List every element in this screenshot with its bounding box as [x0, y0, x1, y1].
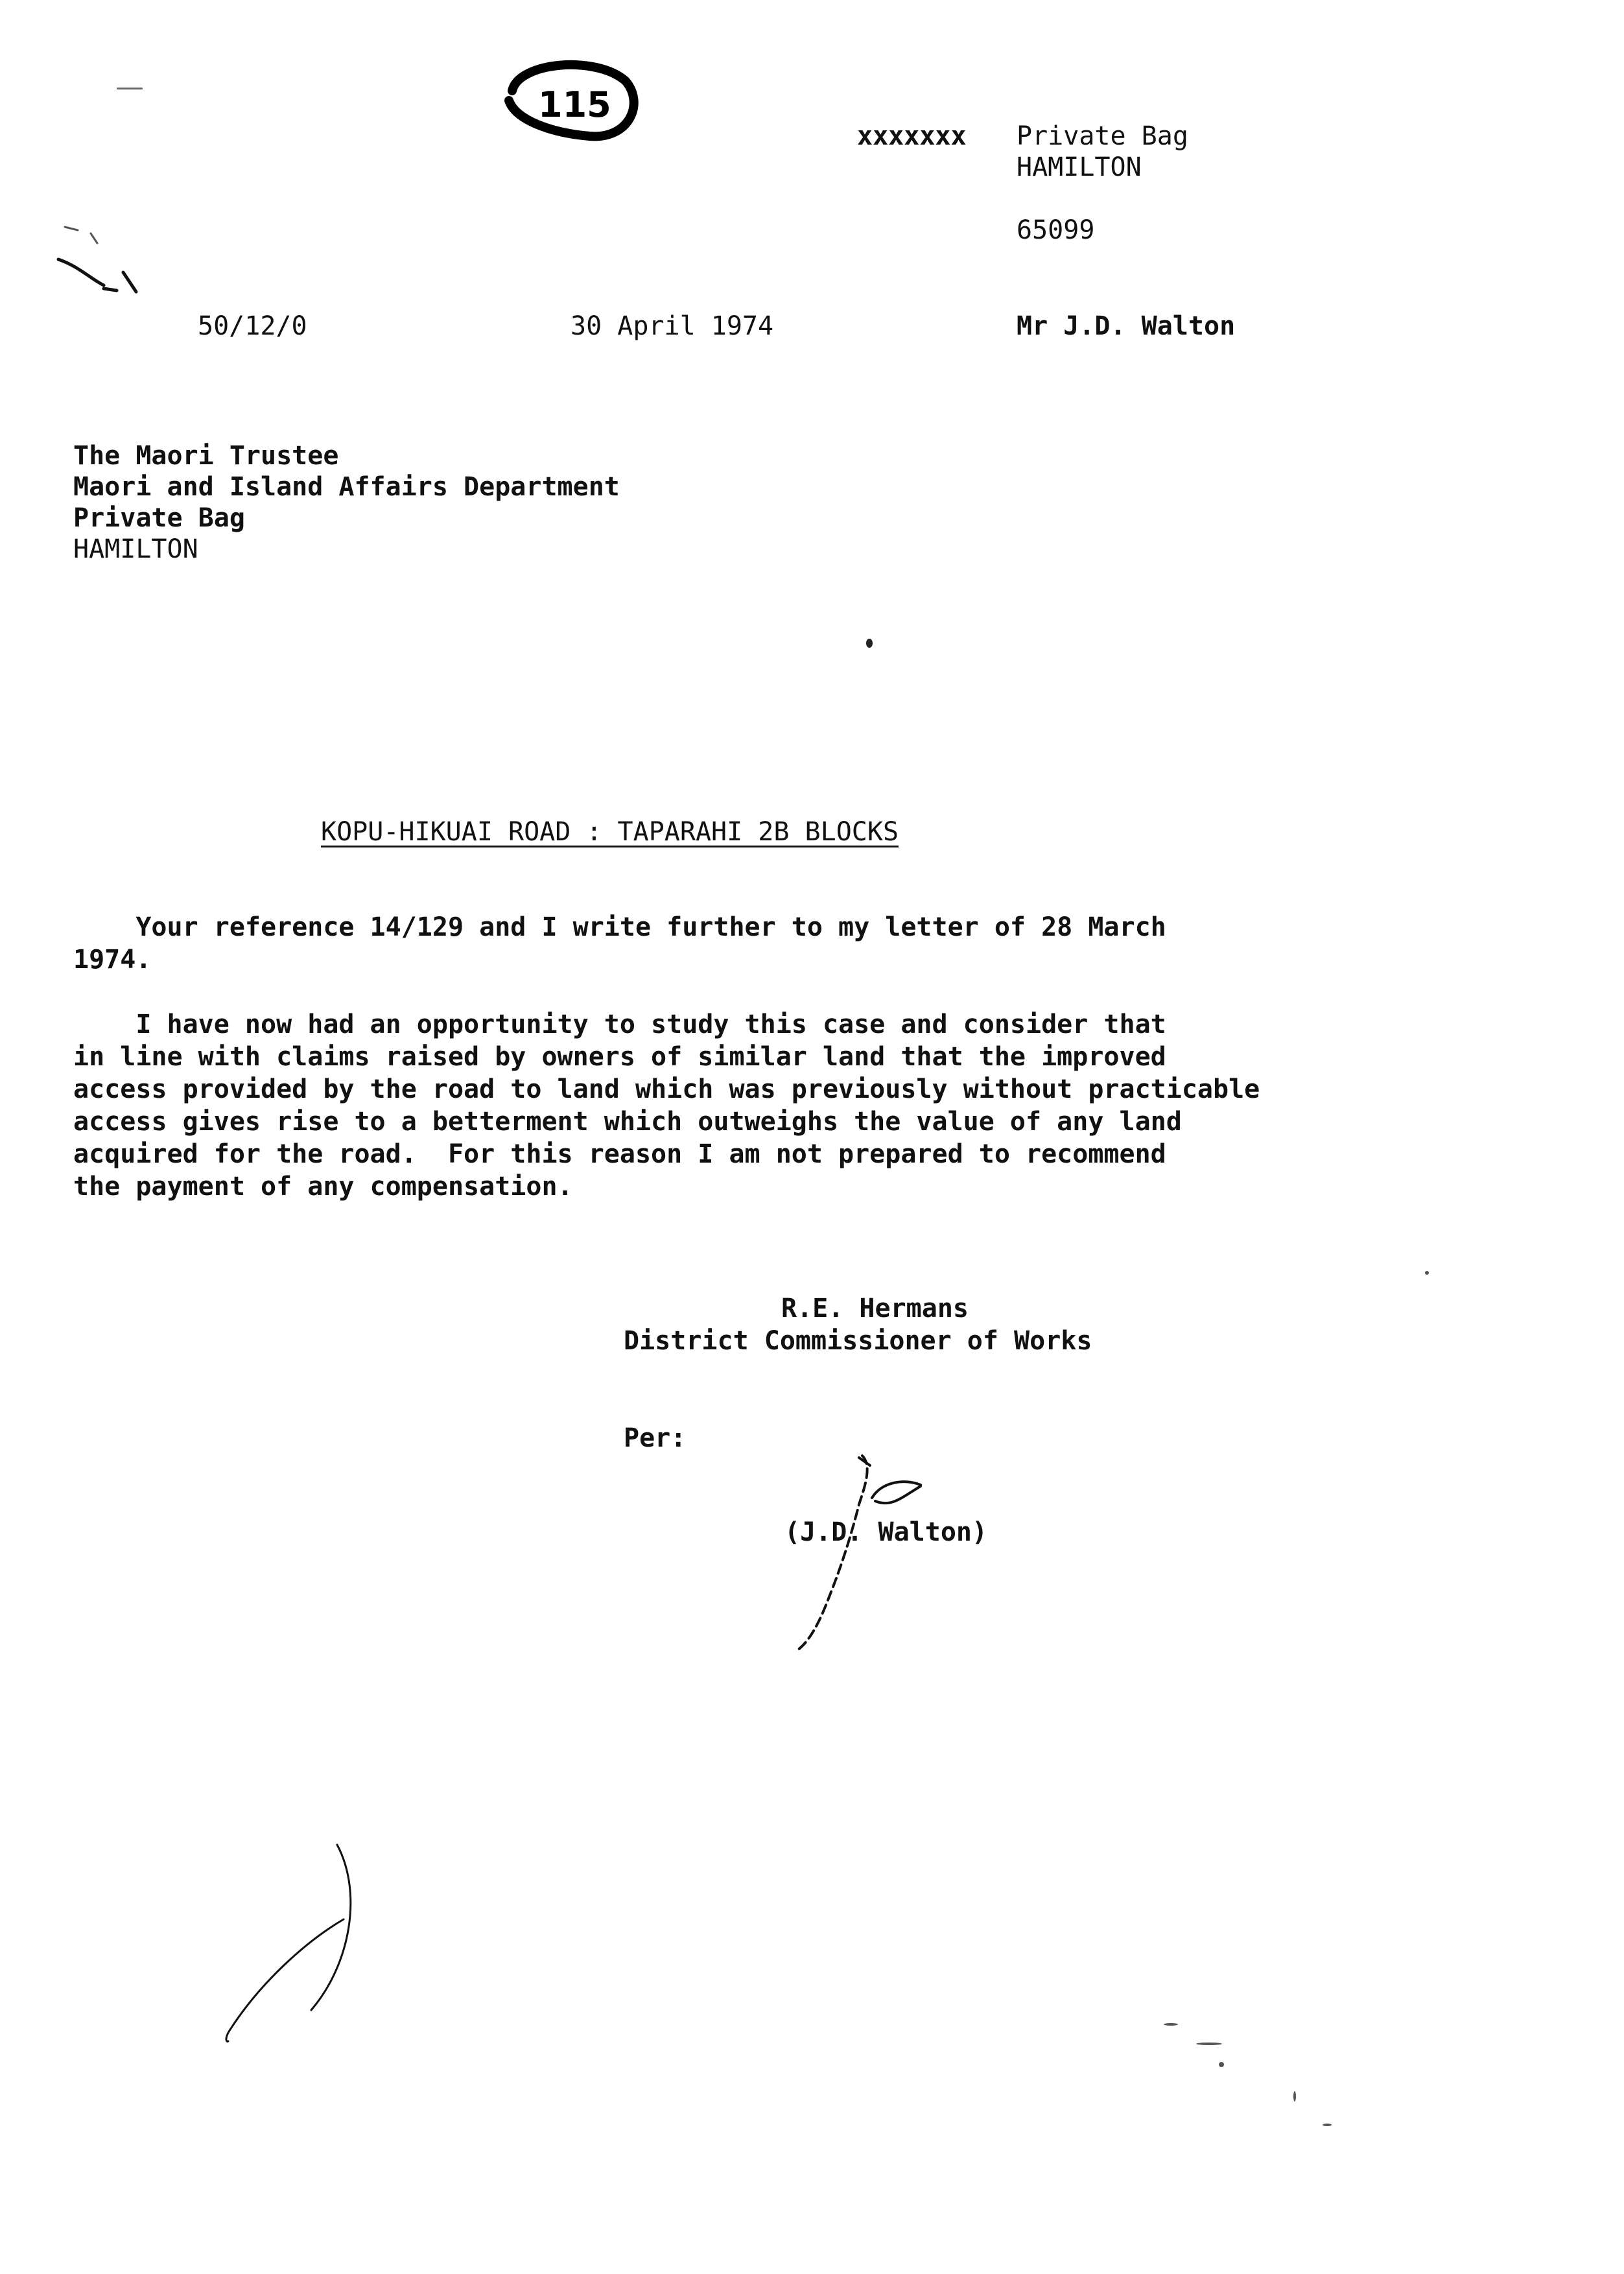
body-para2-line4: access gives rise to a betterment which outweighs the value of any land	[73, 1107, 1182, 1137]
ink-speck	[1219, 2062, 1224, 2067]
per-label: Per:	[624, 1423, 687, 1453]
file-reference: 50/12/0	[198, 311, 307, 341]
ink-speck	[1425, 1271, 1429, 1275]
redacted-text: xxxxxxx	[857, 121, 967, 151]
signatory-title: District Commissioner of Works	[624, 1326, 1092, 1356]
signer-name: (J.D. Walton)	[784, 1517, 988, 1547]
body-para2-line3: access provided by the road to land which was previously without practicable	[73, 1074, 1260, 1104]
corner-mark	[45, 214, 149, 305]
body-para2-line5: acquired for the road. For this reason I am not prepared to recommend	[73, 1139, 1166, 1169]
sender-phone: 65099	[1017, 215, 1095, 245]
ink-speck	[1196, 2043, 1222, 2045]
handwritten-signature	[726, 1446, 959, 1660]
subject-heading: KOPU-HIKUAI ROAD : TAPARAHI 2B BLOCKS	[321, 817, 899, 847]
ink-speck	[117, 88, 143, 89]
ink-speck	[1293, 2091, 1296, 2102]
sender-address-line2: HAMILTON	[1017, 152, 1142, 182]
body-para1-line2: 1974.	[73, 945, 152, 975]
recipient-line2: Maori and Island Affairs Department	[73, 472, 620, 502]
sender-address-line1: Private Bag	[1017, 121, 1188, 151]
recipient-line4: HAMILTON	[73, 534, 198, 564]
stamp-number: 115	[538, 84, 611, 125]
circled-number-stamp	[499, 55, 642, 152]
attention-name: Mr J.D. Walton	[1017, 311, 1236, 341]
signatory-name: R.E. Hermans	[781, 1294, 969, 1323]
body-para1-line1: Your reference 14/129 and I write further to my letter of 28 March	[73, 912, 1166, 942]
ink-speck	[866, 639, 873, 648]
recipient-line1: The Maori Trustee	[73, 441, 339, 471]
pen-mark	[214, 1835, 376, 2049]
ink-speck	[1164, 2023, 1178, 2026]
letter-date: 30 April 1974	[571, 311, 774, 341]
body-para2-line2: in line with claims raised by owners of similar land that the improved	[73, 1042, 1166, 1072]
body-para2-line1: I have now had an opportunity to study this case and consider that	[73, 1010, 1166, 1039]
body-para2-line6: the payment of any compensation.	[73, 1172, 573, 1202]
ink-speck	[1323, 2124, 1332, 2126]
recipient-line3: Private Bag	[73, 503, 245, 533]
